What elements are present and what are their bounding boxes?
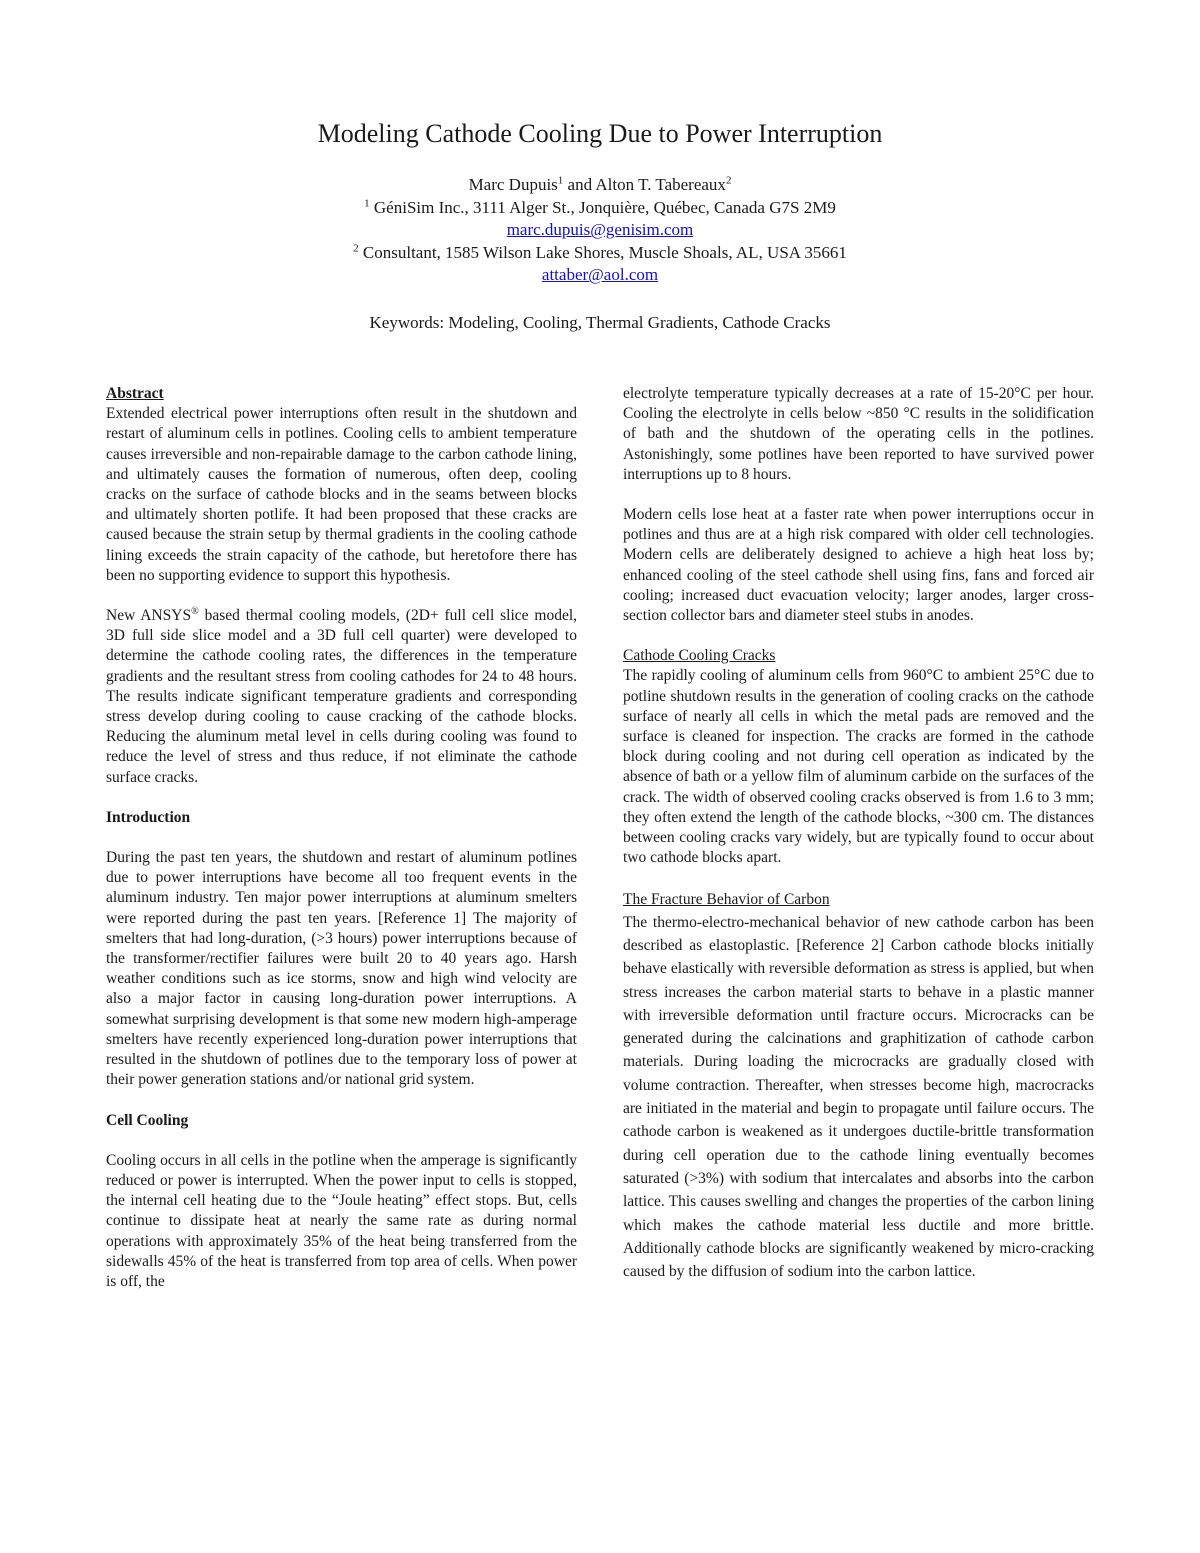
affiliation-marker: 1 (364, 196, 370, 209)
affiliation-text: Consultant, 1585 Wilson Lake Shores, Muscle Shoals, AL, USA 35661 (358, 242, 847, 262)
cell-cooling-heading: Cell Cooling (106, 1111, 189, 1129)
abstract-paragraph (106, 606, 577, 788)
keywords: Keywords: Modeling, Cooling, Thermal Gradients, Cathode Cracks (369, 313, 831, 332)
body-paragraph: electrolyte temperature typically decreases at a rate of 15-20°C per hour. Cooling the electrolyte in cells below ~850 °C results in the solidification of bath and the shutdown of the operating cells in the potlines. Astonishingly, some potlines have been reported to have survived power interruptions up to 8 hours. (623, 385, 1094, 483)
body-paragraph: Modern cells lose heat at a faster rate when power interruptions occur in potlines and thus are at a high risk compared with older cell technologies. Modern cells are deliberately designed to achieve a high heat loss by; enhanced cooling of the steel cathode shell using fins, fans and forced air cooling; increased duct evacuation velocity; larger anodes, larger cross-section collector bars and diameter steel stubs in anodes. (623, 506, 1094, 625)
registered-mark: ® (191, 605, 199, 617)
cell-cooling-paragraph: Cooling occurs in all cells in the potline when the amperage is significantly reduced or power is interrupted. When the power input to cells is stopped, the internal cell heating due to the “Joule heating” effect stops. But, cells continue to dissipate heat at nearly the same rate as during normal operations with approximately 35% of the heat being transferred from the sidewalls 45% of the heat is transferred from top area of cells. When power is off, the (106, 1151, 577, 1290)
left-column (106, 384, 577, 1292)
email-link[interactable]: marc.dupuis@genisim.com (506, 220, 694, 240)
email-link[interactable]: attaber@aol.com (541, 265, 659, 285)
affiliation-marker: 2 (353, 242, 359, 255)
author-name: Alton T. Tabereaux (595, 175, 726, 194)
affiliation-text: GéniSim Inc., 3111 Alger St., Jonquière, Québec, Canada G7S 2M9 (369, 197, 836, 217)
introduction-heading: Introduction (106, 808, 191, 826)
email-line (0, 264, 1200, 287)
author-conjunction: and (563, 175, 596, 194)
cathode-cracks-heading: Cathode Cooling Cracks (623, 647, 776, 665)
abstract-heading: Abstract (106, 385, 164, 402)
text-run: New ANSYS (106, 607, 192, 625)
author-name: Marc Dupuis (468, 175, 558, 194)
fracture-behavior-paragraph: The thermo-electro-mechanical behavior of new cathode carbon has been described as elastoplastic. [Reference 2] Carbon cathode blocks initially behave elastically with reversible deformation as stress is applied, but when stress increases the carbon material starts to behave in a plastic manner with irreversible deformation until fracture occurs. Microcracks can be generated during the calcinations and graphitization of cathode carbon materials. During loading the microcracks are gradually closed with volume contraction. Thereafter, when stresses become high, macrocracks are initiated in the material and begin to propagate until failure occurs. The cathode carbon is weakened as it undergoes ductile-brittle transformation during cell operation due to the cathode lining eventually becomes saturated (>3%) with sodium that intercalates and absorbs into the carbon lattice. This causes swelling and changes the properties of the carbon lining which makes the cathode material less ductile and more brittle. Additionally cathode blocks are significantly weakened by micro-cracking caused by the diffusion of sodium into the carbon lattice. (623, 913, 1094, 1281)
author-block (0, 174, 1200, 287)
affiliation-marker: 1 (557, 174, 564, 187)
right-column (623, 384, 1094, 1283)
author-line (0, 174, 1200, 197)
affiliation-line (0, 197, 1200, 220)
paper-title: Modeling Cathode Cooling Due to Power Interruption (317, 119, 883, 148)
cathode-cracks-paragraph: The rapidly cooling of aluminum cells from 960°C to ambient 25°C due to potline shutdown results in the generation of cooling cracks on the cathode surface of nearly all cells in which the metal pads are removed and the surface is cleaned for inspection. The cracks are formed in the cathode block during cooling and not during cell operation as indicated by the absence of bath or a yellow film of aluminum carbide on the surfaces of the crack. The width of observed cooling cracks observed is from 1.6 to 3 mm; they often extend the length of the cathode blocks, ~300 cm. The distances between cooling cracks vary widely, but are typically found to occur about two cathode blocks apart. (623, 667, 1094, 867)
text-run: based thermal cooling models, (2D+ full cell slice model, 3D full side slice model and a 3D full cell quarter) were developed to determine the cathode cooling rates, the differences in the temperature gradients and the resultant stress from cooling cathodes for 24 to 48 hours. The results indicate significant temperature gradients and corresponding stress develop during cooling to cause cracking of the cathode blocks. Reducing the aluminum metal level in cells during cooling was found to reduce the level of stress and thus reduce, if not eliminate the cathode surface cracks. (106, 607, 578, 786)
affiliation-line (0, 242, 1200, 265)
fracture-behavior-heading: The Fracture Behavior of Carbon (623, 891, 830, 909)
abstract-paragraph: Extended electrical power interruptions often result in the shutdown and restart of aluminum cells in potlines. Cooling cells to ambient temperature causes irreversible and non-repairable damage to the carbon cathode lining, and ultimately causes the formation of numerous, often deep, cooling cracks on the surface of cathode blocks and in the seams between blocks and ultimately shorten potlife. It had been proposed that these cracks are caused because the strain setup by thermal gradients in the cooling cathode lining exceeds the strain capacity of the cathode, but heretofore there has been no supporting evidence to support this hypothesis. (106, 405, 577, 584)
affiliation-marker: 2 (725, 174, 732, 187)
email-line (0, 219, 1200, 242)
introduction-paragraph: During the past ten years, the shutdown and restart of aluminum potlines due to power interruptions have become all too frequent events in the aluminum industry. Ten major power interruptions at aluminum smelters were reported during the past ten years. [Reference 1] The majority of smelters that had long-duration, (>3 hours) power interruptions because of the transformer/rectifier failures were built 20 to 40 years ago. Harsh weather conditions such as ice storms, snow and high wind velocity are also a major factor in causing long-duration power interruptions. A somewhat surprising development is that some new modern high-amperage smelters have recently experienced long-duration power interruptions that resulted in the shutdown of potlines due to the temporary loss of power at their power generation stations and/or national grid system. (106, 849, 577, 1089)
